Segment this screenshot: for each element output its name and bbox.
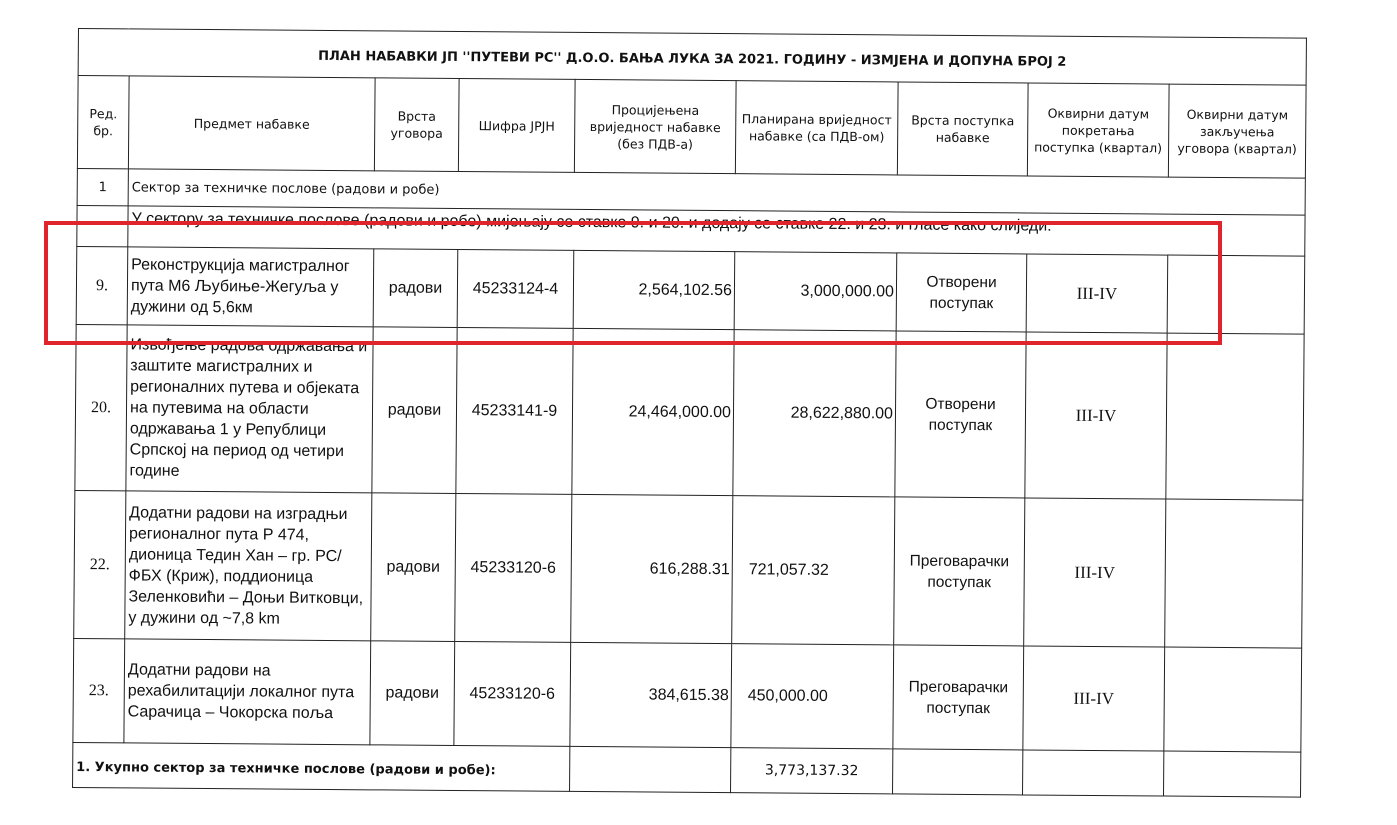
- section-label: Сектор за техничке послове (радови и робе): [128, 169, 1305, 215]
- row-code: 45233120-6: [454, 641, 571, 746]
- row-contract-type: радови: [371, 493, 456, 642]
- row-subject: Реконструкција магистралног пута М6 Љубиње-Жегуља у дужини од 5,6км: [127, 247, 374, 327]
- row-number: 23.: [73, 638, 125, 742]
- col-header-no: Ред. бр.: [77, 76, 129, 169]
- row-start-quarter: III-IV: [1024, 498, 1166, 647]
- table-row: [73, 638, 1302, 752]
- col-header-procedure: Врста поступка набавке: [897, 82, 1028, 176]
- amendment-note: У сектору за техничке послове (радови и робе) мијењају се ставке 9. и 20. и додају се ставке 22. и 23. и гласе како слиједи:: [131, 209, 1052, 235]
- col-header-estimated: Процијењена вриједност набавке (без ПДВ-а): [574, 79, 736, 173]
- total-amount: 3,773,137.32: [731, 748, 893, 794]
- row-estimated: 616,288.31: [571, 494, 733, 643]
- row-subject: Додатни радови на изградњи регионалног пута Р 474, дионица Тедин Хан – гр. РС/ФБХ (Криж), поддионица Зеленковићи – Доњи Витковци, у дужини од ~7,8 km: [125, 491, 372, 641]
- row-estimated: 2,564,102.56: [573, 250, 735, 329]
- procurement-plan-table: [72, 28, 1307, 798]
- row-start-quarter: III-IV: [1026, 254, 1168, 333]
- col-header-contract-type: Врста уговора: [374, 78, 459, 172]
- row-planned: 28,622,880.00: [733, 330, 896, 497]
- row-planned: 450,000.00: [731, 644, 894, 749]
- row-number: 20.: [75, 324, 127, 490]
- row-code: 45233124-4: [457, 249, 574, 328]
- col-header-start-quarter: Оквирни датум покретања поступка (квартал): [1027, 83, 1169, 177]
- row-procedure: Отворени поступак: [895, 331, 1026, 498]
- row-start-quarter: III-IV: [1025, 332, 1167, 499]
- table-row: [74, 490, 1303, 648]
- table-title: ПЛАН НАБАВКИ ЈП ''ПУТЕВИ РС'' Д.О.О. БАЊА ЛУКА ЗА 2021. ГОДИНУ - ИЗМЈЕНА И ДОПУНА БРОЈ 2: [78, 29, 1306, 86]
- row-estimated: 384,615.38: [570, 642, 732, 747]
- row-code: 45233120-6: [455, 493, 572, 642]
- table-row: [75, 324, 1304, 500]
- row-start-quarter: III-IV: [1023, 646, 1165, 751]
- row-end-quarter: [1167, 255, 1305, 334]
- row-end-quarter: [1166, 333, 1304, 500]
- row-planned: 3,000,000.00: [734, 252, 897, 331]
- col-header-code: Шифра ЈРЈН: [458, 78, 575, 172]
- row-number: 22.: [74, 490, 126, 638]
- total-label: 1. Укупно сектор за техничке послове (радови и робе):: [76, 759, 496, 778]
- row-estimated: 24,464,000.00: [572, 328, 734, 495]
- table-row: [76, 246, 1305, 334]
- row-contract-type: радови: [373, 249, 458, 328]
- col-header-end-quarter: Оквирни датум закључења уговора (квартал): [1168, 84, 1306, 178]
- row-procedure: Преговарачки поступак: [894, 497, 1025, 646]
- row-contract-type: радови: [370, 641, 455, 746]
- row-subject: Додатни радови на рехабилитацији локалног пута Сарачица – Чокорска поља: [124, 639, 371, 745]
- row-planned: 721,057.32: [732, 496, 895, 645]
- row-code: 45233141-9: [456, 327, 573, 494]
- row-number: 9.: [76, 246, 128, 324]
- col-header-planned: Планирана вриједност набавке (са ПДВ-ом): [735, 81, 898, 175]
- row-subject: Извођење радова одржавања и заштите магистралних и регионалних путева и објеката на путевима на области одржавања 1 у Републици Српској на период од четири године: [126, 325, 373, 493]
- col-header-subject: Предмет набавке: [128, 76, 375, 171]
- total-row: [73, 742, 1301, 797]
- section-number: 1: [77, 168, 128, 205]
- row-end-quarter: [1164, 647, 1302, 752]
- header-row: [77, 76, 1306, 179]
- row-procedure: Преговарачки поступак: [893, 645, 1024, 750]
- row-procedure: Отворени поступак: [896, 253, 1027, 332]
- row-contract-type: радови: [372, 327, 457, 494]
- row-end-quarter: [1165, 499, 1303, 648]
